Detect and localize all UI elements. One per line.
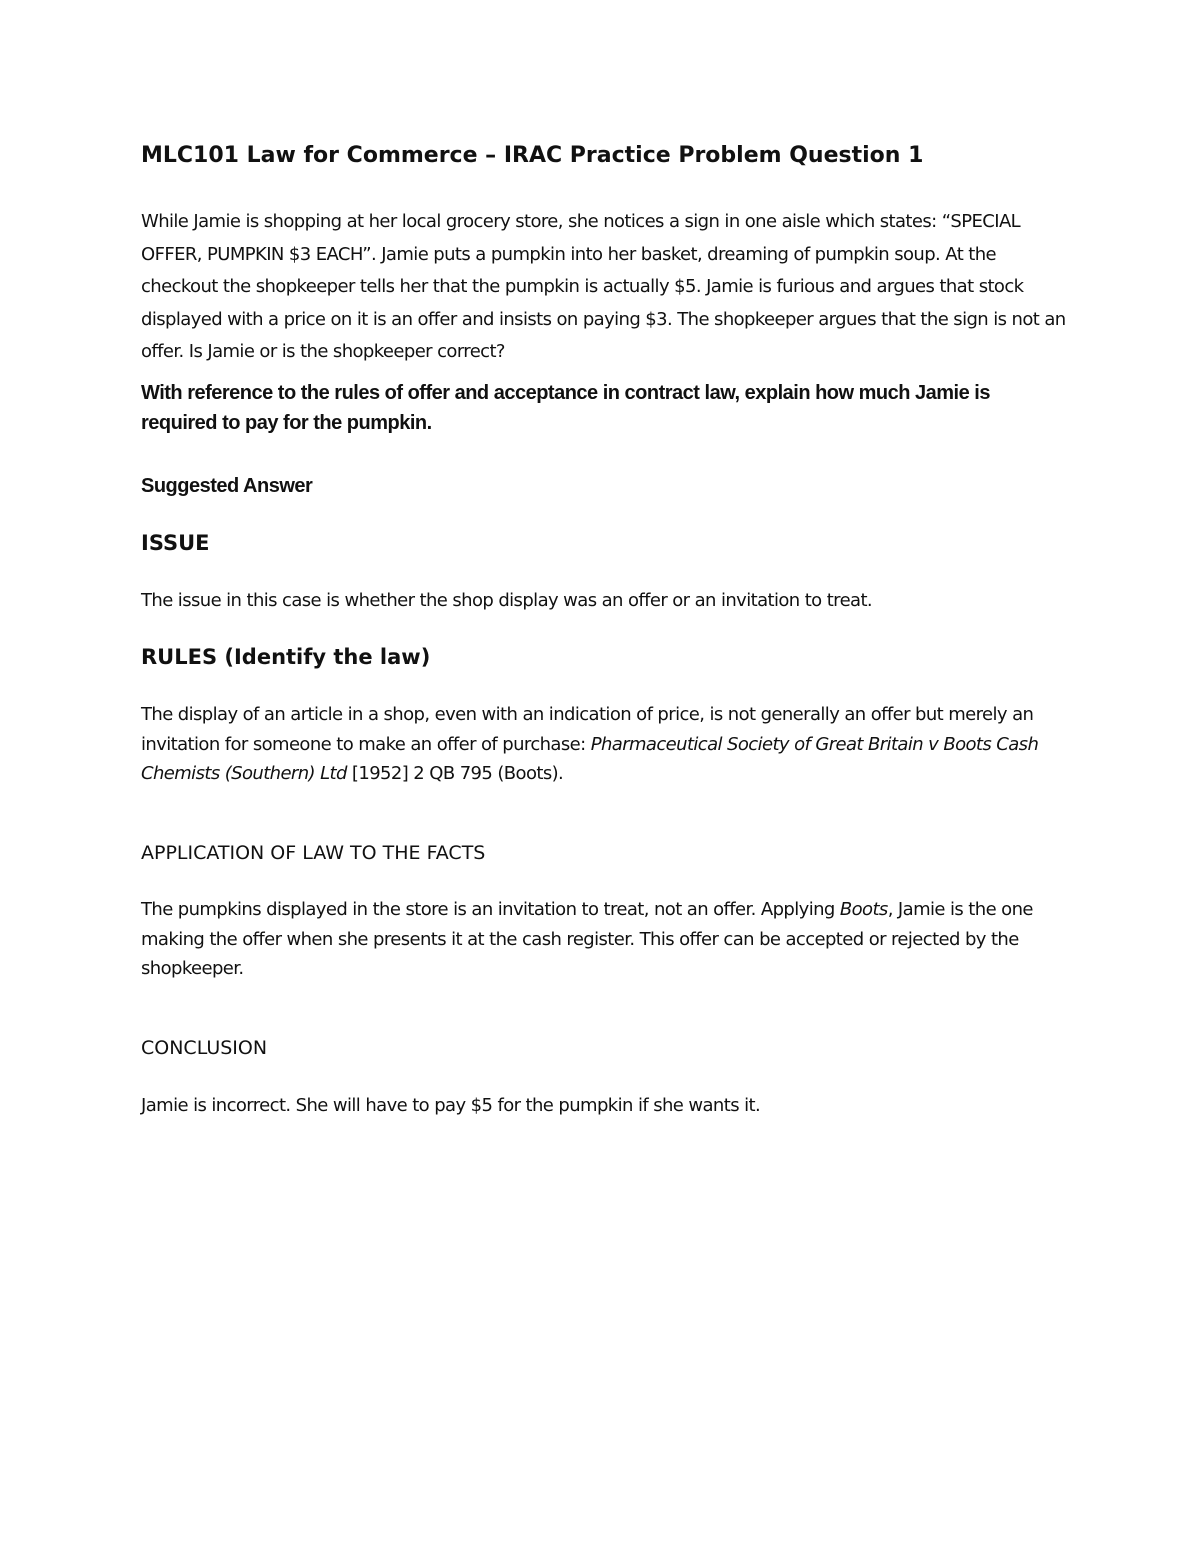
document-title: MLC101 Law for Commerce – IRAC Practice Problem Question 1 xyxy=(141,143,924,168)
question-text: While Jamie is shopping at her local grocery store, she notices a sign in one aisle which states: “SPECIAL OFFER, PUMPKIN $3 EACH”. Jamie puts a pumpkin into her basket, dreaming of pumpkin soup. At the checkout the shopkeeper tells her that the pumpkin is actually $5. Jamie is furious and argues that stock displayed with a price on it is an offer and insists on paying $3. The shopkeeper argues that the sign is not an offer. Is Jamie or is the shopkeeper correct? xyxy=(141,211,1066,362)
application-text-after: , Jamie is the one making the offer when she presents it at the cash register. This offer can be accepted or rejected by the shopkeeper. xyxy=(141,899,1033,979)
question-instruction: With reference to the rules of offer and acceptance in contract law, explain how much Jamie is required to pay for the pumpkin. xyxy=(141,382,990,434)
conclusion-text: Jamie is incorrect. She will have to pay $5 for the pumpkin if she wants it. xyxy=(141,1095,761,1116)
rules-paragraph xyxy=(141,700,1071,789)
application-case-short: Boots xyxy=(839,899,888,920)
rules-citation: [1952] 2 QB 795 (Boots). xyxy=(346,763,564,784)
application-text-before: The pumpkins displayed in the store is an invitation to treat, not an offer. Applying xyxy=(141,899,840,920)
issue-text: The issue in this case is whether the shop display was an offer or an invitation to treat. xyxy=(141,590,873,611)
application-heading: APPLICATION OF LAW TO THE FACTS xyxy=(141,842,486,864)
suggested-answer-label: Suggested Answer xyxy=(141,475,313,497)
application-paragraph xyxy=(141,895,1071,984)
rules-text: The display of an article in a shop, even with an indication of price, is not generally an offer but merely an invitation for someone to make an offer of purchase: xyxy=(141,704,1034,755)
rules-case-name: Pharmaceutical Society of Great Britain v Boots Cash Chemists (Southern) Ltd xyxy=(141,733,1039,784)
conclusion-heading: CONCLUSION xyxy=(141,1037,268,1059)
rules-heading: RULES (Identify the law) xyxy=(141,645,431,669)
issue-heading: ISSUE xyxy=(141,531,210,555)
